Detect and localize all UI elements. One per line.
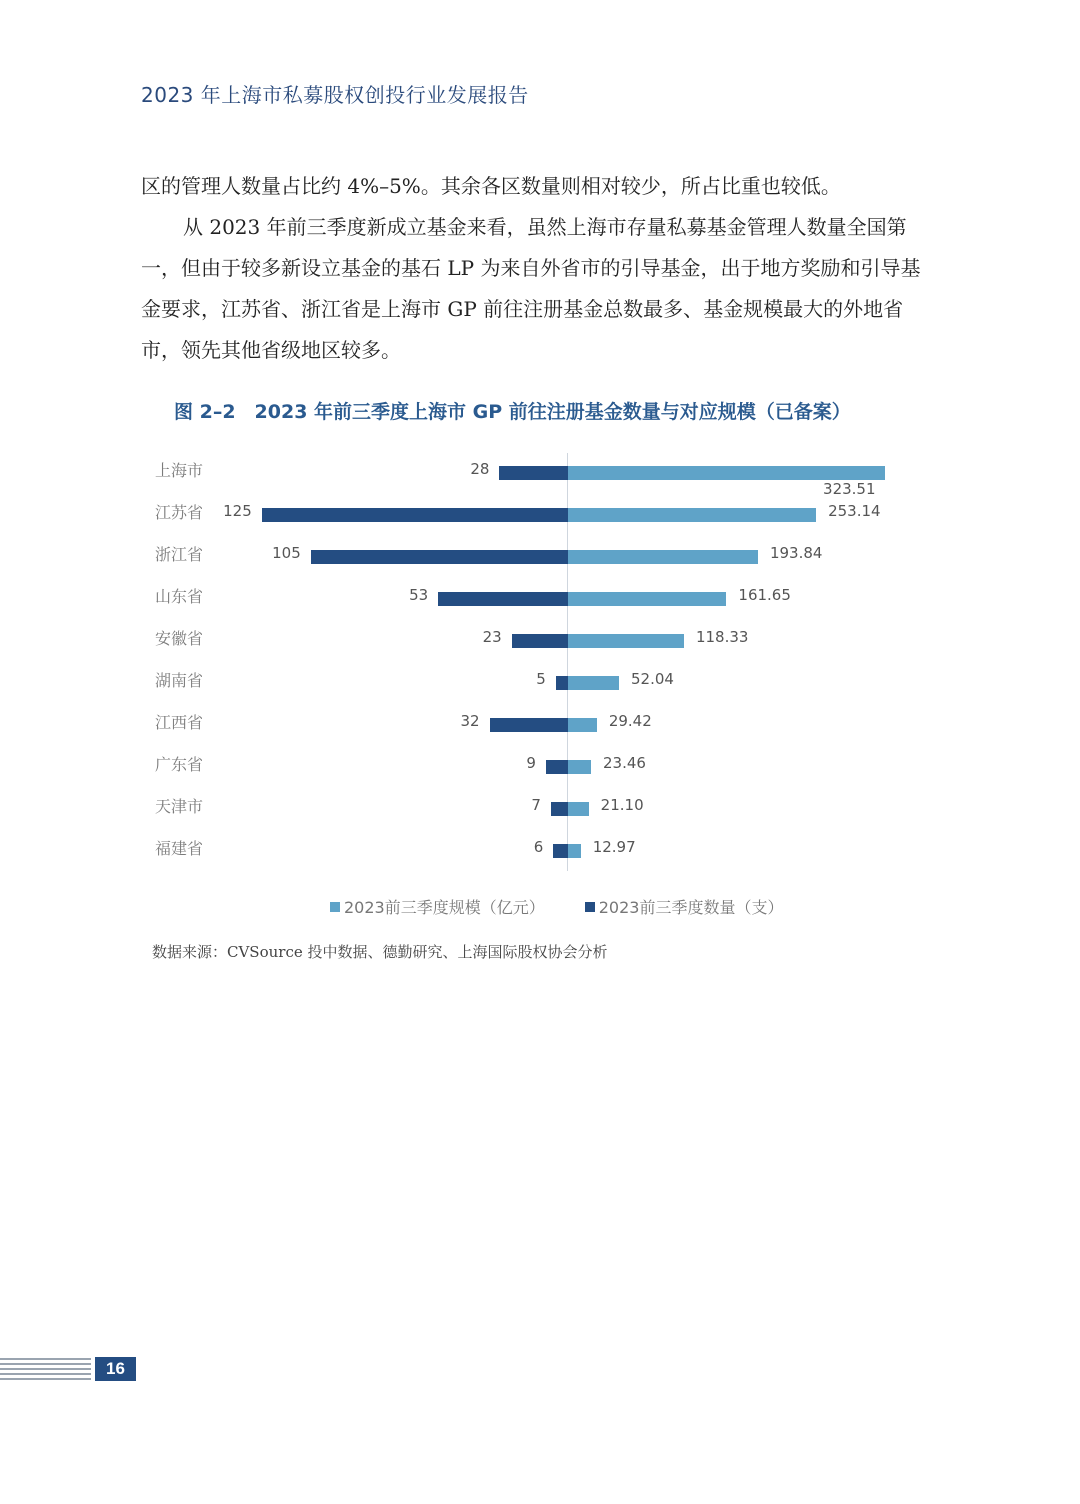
category-label: 山东省 <box>155 587 204 606</box>
scale-value-label: 21.10 <box>600 796 644 814</box>
scale-value-label: 323.51 <box>823 480 876 498</box>
report-header-title: 2023 年上海市私募股权创投行业发展报告 <box>141 83 529 107</box>
chart-row <box>0 628 1080 648</box>
count-bar <box>438 592 568 606</box>
chart-legend <box>330 895 783 918</box>
category-label: 福建省 <box>155 839 204 858</box>
count-bar <box>490 718 568 732</box>
legend-label-count: 2023前三季度数量（支） <box>598 898 784 917</box>
category-label: 广东省 <box>155 755 204 774</box>
count-bar <box>512 634 568 648</box>
chart-row <box>0 796 1080 816</box>
category-label: 安徽省 <box>155 629 204 648</box>
scale-bar <box>568 760 591 774</box>
scale-value-label: 193.84 <box>769 544 823 562</box>
scale-bar <box>568 634 684 648</box>
count-value-label: 53 <box>409 586 429 604</box>
count-value-label: 6 <box>533 838 544 856</box>
chart-row <box>0 586 1080 606</box>
paragraph-1: 区的管理人数量占比约 4%–5%。其余各区数量则相对较少，所占比重也较低。 <box>141 174 841 198</box>
figure-source: 数据来源：CVSource 投中数据、德勤研究、上海国际股权协会分析 <box>152 943 608 961</box>
count-bar <box>262 508 568 522</box>
scale-bar <box>568 550 758 564</box>
category-label: 上海市 <box>155 461 204 480</box>
category-label: 湖南省 <box>155 671 204 690</box>
count-value-label: 9 <box>526 754 536 772</box>
category-label: 江苏省 <box>155 503 204 522</box>
scale-value-label: 118.33 <box>695 628 749 646</box>
scale-value-label: 23.46 <box>602 754 646 772</box>
chart-row <box>0 838 1080 858</box>
scale-value-label: 52.04 <box>630 670 674 688</box>
legend-swatch-dark <box>585 902 595 912</box>
scale-bar <box>568 676 619 690</box>
count-bar <box>546 760 568 774</box>
scale-bar <box>568 592 726 606</box>
count-bar <box>556 676 568 690</box>
page-number: 16 <box>95 1357 136 1381</box>
count-value-label: 23 <box>482 628 502 646</box>
scale-value-label: 161.65 <box>738 586 791 604</box>
count-value-label: 5 <box>536 670 546 688</box>
scale-bar <box>568 508 816 522</box>
scale-value-label: 29.42 <box>608 712 652 730</box>
category-label: 天津市 <box>155 797 204 816</box>
category-label: 江西省 <box>155 713 204 732</box>
scale-value-label: 12.97 <box>592 838 636 856</box>
chart-row <box>0 502 1080 522</box>
figure-title: 图 2–2 2023 年前三季度上海市 GP 前往注册基金数量与对应规模（已备案） <box>174 401 851 423</box>
count-value-label: 105 <box>272 544 301 562</box>
legend-item-count <box>585 895 784 918</box>
count-value-label: 28 <box>470 460 490 478</box>
chart-row <box>0 460 1080 498</box>
scale-bar <box>568 466 885 480</box>
scale-bar <box>568 844 581 858</box>
count-bar <box>311 550 568 564</box>
chart-row <box>0 544 1080 564</box>
scale-bar <box>568 802 589 816</box>
legend-label-scale: 2023前三季度规模（亿元） <box>344 898 545 917</box>
chart-row <box>0 712 1080 732</box>
count-bar <box>553 844 568 858</box>
paragraph-2: 从 2023 年前三季度新成立基金来看，虽然上海市存量私募基金管理人数量全国第一，但由于较多新设立基金的基石 LP 为来自外省市的引导基金，出于地方奖励和引导基金要求，江苏省、浙江省是上海市 GP 前往注册基金总数最多、基金规模最大的外地省市，领先其他省级地区较多。 <box>141 215 921 362</box>
count-value-label: 125 <box>223 502 252 520</box>
legend-item-scale <box>330 895 545 918</box>
chart-row <box>0 754 1080 774</box>
legend-swatch-light <box>330 902 340 912</box>
scale-bar <box>568 718 597 732</box>
category-label: 浙江省 <box>155 545 204 564</box>
chart-row <box>0 670 1080 690</box>
count-value-label: 32 <box>460 712 480 730</box>
body-text <box>141 166 931 371</box>
page-footer-lines <box>0 1358 91 1383</box>
count-bar <box>499 466 568 480</box>
count-value-label: 7 <box>531 796 541 814</box>
count-bar <box>551 802 568 816</box>
scale-value-label: 253.14 <box>828 502 881 520</box>
